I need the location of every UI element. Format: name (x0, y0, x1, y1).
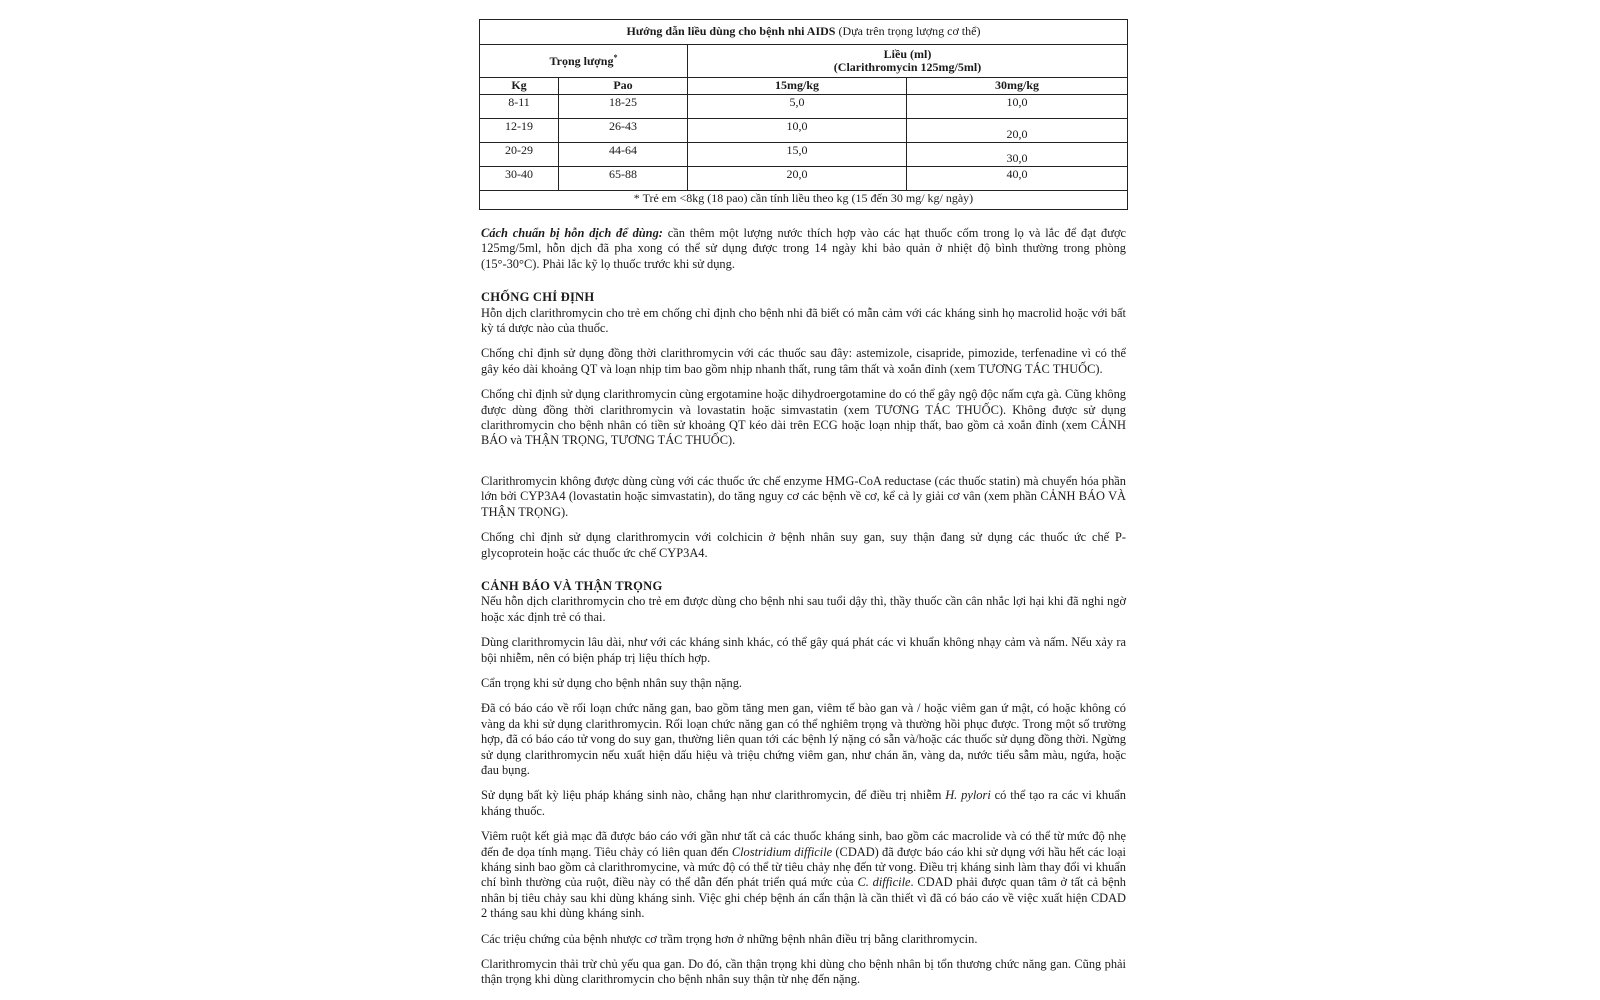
contra-p3: Chống chỉ định sử dụng clarithromycin cùng ergotamine hoặc dihydroergotamine do có thể gây ngộ độc nấm cựa gà. Cũng không được dùng đồng thời clarithromycin và lovastatin hoặc simvastatin (xem TƯƠNG TÁC THUỐC). Không được sử dụng clarithromycin cho bệnh nhân có tiền sử khoảng QT kéo dài trên ECG hoặc loạn nhịp thất, bao gồm cả xoắn đỉnh (xem CẢNH BÁO và THẬN TRỌNG, TƯƠNG TÁC THUỐC). (481, 387, 1126, 448)
contra-p1: Hỗn dịch clarithromycin cho trẻ em chống chỉ định cho bệnh nhi đã biết có mẫn cảm với các kháng sinh họ macrolid hoặc với bất kỳ tá dược nào của thuốc. (481, 305, 1126, 336)
table-row (480, 143, 1128, 167)
col-30mg: 30mg/kg (907, 78, 1128, 95)
col-15mg: 15mg/kg (688, 78, 907, 95)
cell-d30: 40,0 (907, 167, 1128, 191)
warn-p6-e: . CDAD phải được quan tâm ở tất cả bệnh nhân bị tiêu chảy sau khi dùng kháng sinh. Việc ghi chép bệnh án cẩn thận là cần thiết vì đã có báo cáo về việc xuất hiện CDAD 2 tháng sau khi dùng kháng sinh. (481, 875, 1126, 921)
warn-p5-b: H. pylori (945, 788, 991, 803)
document-page (479, 16, 1128, 1000)
cell-d15: 5,0 (688, 95, 907, 119)
cell-d30: 20,0 (907, 119, 1128, 143)
dose-header-line2: (Clarithromycin 125mg/5ml) (833, 60, 982, 74)
warn-p8: Clarithromycin thải trừ chủ yếu qua gan. Do đó, cần thận trọng khi dùng cho bệnh nhân bị tổn thương chức năng gan. Cũng phải thận trọng khi dùng clarithromycin cho bệnh nhân suy thận từ nhẹ đến nặng. (481, 957, 1126, 987)
cell-d15: 10,0 (688, 119, 907, 143)
cell-kg: 8-11 (480, 95, 559, 119)
warn-p6 (481, 829, 1126, 921)
warn-p3: Cẩn trọng khi sử dụng cho bệnh nhân suy thận nặng. (481, 675, 743, 690)
cell-lb: 65-88 (559, 167, 688, 191)
cell-kg: 12-19 (480, 119, 559, 143)
cell-lb: 26-43 (559, 119, 688, 143)
dosage-table (479, 19, 1128, 210)
weight-header-label: Trọng lượng (549, 53, 614, 68)
cell-lb: 44-64 (559, 143, 688, 167)
warn-p6-b: Clostridium difficile (731, 844, 833, 859)
weight-header-mark: * (613, 52, 618, 62)
body-text (481, 226, 1126, 998)
contra-p2: Chống chỉ định sử dụng đồng thời clarithromycin với các thuốc sau đây: astemizole, cisapride, pimozide, terfenadine vì có thể gây kéo dài khoảng QT và loạn nhịp tim bao gồm nhịp nhanh thất, rung tâm thất và xoắn đỉnh (xem TƯƠNG TÁC THUỐC). (481, 346, 1126, 376)
col-kg: Kg (480, 78, 559, 95)
cell-kg: 20-29 (480, 143, 559, 167)
table-title (480, 20, 1128, 45)
contra-heading: CHỐNG CHỈ ĐỊNH (481, 290, 595, 305)
warn-p7: Các triệu chứng của bệnh nhược cơ trầm trọng hơn ở những bệnh nhân điều trị bằng clarithromycin. (481, 931, 978, 946)
table-footnote: * Trẻ em <8kg (18 pao) cần tính liều theo kg (15 đến 30 mg/ kg/ ngày) (480, 191, 1128, 210)
cell-d15: 15,0 (688, 143, 907, 167)
warn-p6-a: Viêm ruột kết giả mạc đã được báo cáo với gần như tất cả các thuốc kháng sinh, bao gồm các macrolide và có thể từ mức độ nhẹ đến đe dọa tính mạng. Tiêu chảy có liên quan đến (481, 829, 1126, 859)
cell-kg: 30-40 (480, 167, 559, 191)
contra-p5: Chống chỉ định sử dụng clarithromycin với colchicin ở bệnh nhân suy gan, suy thận đang sử dụng các thuốc ức chế P-glycoprotein hoặc các thuốc ức chế CYP3A4. (481, 530, 1126, 560)
warn-p6-d: C. difficile (857, 875, 911, 890)
warn-p1: Nếu hỗn dịch clarithromycin cho trẻ em được dùng cho bệnh nhi sau tuổi dậy thì, thầy thuốc cần cân nhắc lợi hại khi đã nghi ngờ hoặc xác định trẻ có thai. (481, 594, 1126, 624)
cell-d30: 10,0 (907, 95, 1128, 119)
dose-header (688, 45, 1128, 78)
cell-d30: 30,0 (907, 143, 1128, 167)
cell-d15: 20,0 (688, 167, 907, 191)
warn-p2: Dùng clarithromycin lâu dài, như với các kháng sinh khác, có thể gây quá phát các vi khuẩn không nhạy cảm và nấm. Nếu xảy ra bội nhiễm, nên có biện pháp trị liệu thích hợp. (481, 635, 1126, 665)
table-row (480, 95, 1128, 119)
table-row (480, 167, 1128, 191)
warn-p4: Đã có báo cáo về rối loạn chức năng gan, bao gồm tăng men gan, viêm tế bào gan và / hoặc viêm gan ứ mật, có hoặc không có vàng da khi sử dụng clarithromycin. Rối loạn chức năng gan có thể nghiêm trọng và thường hồi phục được. Trong một số trường hợp, đã có báo cáo tử vong do suy gan, thường liên quan tới các bệnh lý nặng có sẵn và/hoặc các thuốc sử dụng đồng thời. Ngừng sử dụng clarithromycin nếu xuất hiện dấu hiệu và triệu chứng viêm gan, như chán ăn, vàng da, nước tiểu sẫm màu, ngứa, hoặc đau bụng. (481, 701, 1126, 777)
contra-p4: Clarithromycin không được dùng cùng với các thuốc ức chế enzyme HMG-CoA reductase (các thuốc statin) mà chuyển hóa phần lớn bởi CYP3A4 (lovastatin hoặc simvastatin), do tăng nguy cơ các bệnh về cơ, kể cả ly giải cơ vân (xem phần CẢNH BÁO VÀ THẬN TRỌNG). (481, 473, 1126, 519)
warn-p5-a: Sử dụng bất kỳ liệu pháp kháng sinh nào, chẳng hạn như clarithromycin, để điều trị nhiễm (481, 788, 946, 803)
prep-text: cần thêm một lượng nước thích hợp vào các hạt thuốc cốm trong lọ và lắc để đạt được 125mg/5ml, hỗn dịch đã pha xong có thể sử dụng được trong 14 ngày khi bảo quản ở nhiệt độ bình thường trong phòng (15°-30°C). Phải lắc kỹ lọ thuốc trước khi sử dụng. (481, 226, 1126, 271)
dose-header-line1: Liều (ml) (883, 46, 932, 61)
warn-heading: CẢNH BÁO VÀ THẬN TRỌNG (481, 578, 663, 593)
table-title-bold: Hướng dẫn liều dùng cho bệnh nhi AIDS (626, 24, 836, 39)
warn-p6-c: (CDAD) đã được báo cáo khi sử dụng với hầu hết các loại kháng sinh bao gồm cả clarithromycine, và mức độ có thể từ tiêu chảy nhẹ đến tử vong. Điều trị kháng sinh làm thay đổi vi khuẩn chí bình thường của ruột, điều này có thể dẫn đến phát triển quá mức của (481, 844, 1126, 890)
warn-p5 (481, 788, 1126, 819)
table-row (480, 119, 1128, 143)
col-lb: Pao (559, 78, 688, 95)
prep-paragraph (481, 226, 1126, 272)
cell-lb: 18-25 (559, 95, 688, 119)
warn-p5-c: có thể tạo ra các vi khuẩn kháng thuốc. (481, 788, 1126, 818)
prep-lead: Cách chuẩn bị hỗn dịch để dùng: (481, 226, 663, 240)
weight-header (480, 45, 688, 78)
table-title-rest: (Dựa trên trọng lượng cơ thể) (835, 24, 981, 39)
